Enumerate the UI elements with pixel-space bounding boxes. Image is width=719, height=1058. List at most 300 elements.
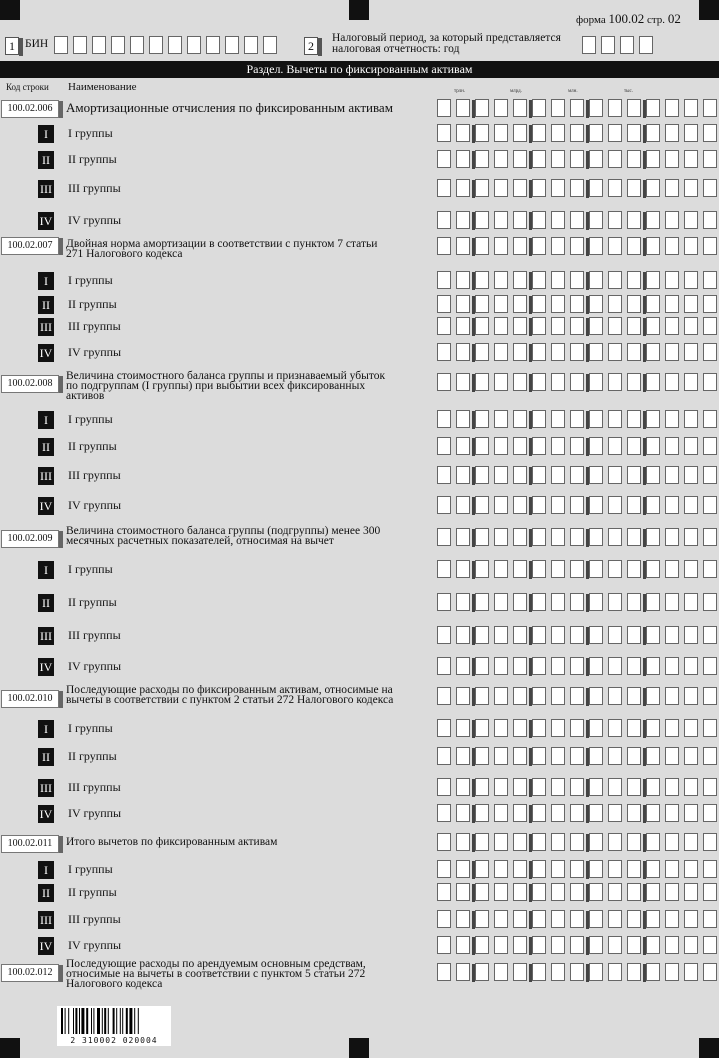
amount-digit-cell[interactable]	[684, 295, 698, 313]
amount-digit-cell[interactable]	[646, 593, 660, 611]
amount-digit-cell[interactable]	[684, 687, 698, 705]
amount-digit-cell[interactable]	[703, 719, 717, 737]
amount-digit-cell[interactable]	[627, 373, 641, 391]
amount-digit-cell[interactable]	[437, 883, 451, 901]
amount-digit-cell[interactable]	[703, 560, 717, 578]
amount-digit-cell[interactable]	[665, 179, 679, 197]
amount-digit-cell[interactable]	[608, 719, 622, 737]
amount-digit-cell[interactable]	[684, 237, 698, 255]
amount-digit-cell[interactable]	[532, 271, 546, 289]
amount-digit-cell[interactable]	[532, 237, 546, 255]
amount-digit-cell[interactable]	[703, 528, 717, 546]
amount-digit-cell[interactable]	[437, 179, 451, 197]
amount-digit-cell[interactable]	[513, 410, 527, 428]
amount-digit-cell[interactable]	[437, 778, 451, 796]
amount-digit-cell[interactable]	[513, 437, 527, 455]
amount-digit-cell[interactable]	[646, 747, 660, 765]
amount-digit-cell[interactable]	[703, 593, 717, 611]
amount-digit-cell[interactable]	[703, 963, 717, 981]
amount-digit-cell[interactable]	[665, 593, 679, 611]
amount-digit-cell[interactable]	[437, 657, 451, 675]
amount-digit-cell[interactable]	[589, 910, 603, 928]
amount-digit-cell[interactable]	[532, 437, 546, 455]
amount-digit-cell[interactable]	[551, 237, 565, 255]
amount-digit-cell[interactable]	[646, 437, 660, 455]
amount-digit-cell[interactable]	[456, 657, 470, 675]
amount-digit-cell[interactable]	[703, 804, 717, 822]
amount-digit-cell[interactable]	[646, 778, 660, 796]
amount-digit-cell[interactable]	[513, 910, 527, 928]
amount-digit-cell[interactable]	[475, 833, 489, 851]
amount-digit-cell[interactable]	[437, 271, 451, 289]
amount-digit-cell[interactable]	[627, 747, 641, 765]
amount-digit-cell[interactable]	[570, 657, 584, 675]
amount-digit-cell[interactable]	[703, 778, 717, 796]
amount-digit-cell[interactable]	[532, 528, 546, 546]
amount-digit-cell[interactable]	[646, 719, 660, 737]
amount-digit-cell[interactable]	[456, 626, 470, 644]
amount-digit-cell[interactable]	[570, 860, 584, 878]
amount-digit-cell[interactable]	[608, 237, 622, 255]
amount-digit-cell[interactable]	[684, 963, 698, 981]
amount-digit-cell[interactable]	[646, 410, 660, 428]
amount-digit-cell[interactable]	[646, 860, 660, 878]
amount-digit-cell[interactable]	[513, 747, 527, 765]
amount-digit-cell[interactable]	[551, 747, 565, 765]
amount-digit-cell[interactable]	[513, 271, 527, 289]
amount-digit-cell[interactable]	[608, 833, 622, 851]
amount-digit-cell[interactable]	[665, 295, 679, 313]
amount-digit-cell[interactable]	[494, 528, 508, 546]
amount-digit-cell[interactable]	[646, 936, 660, 954]
amount-digit-cell[interactable]	[532, 496, 546, 514]
amount-digit-cell[interactable]	[513, 179, 527, 197]
amount-digit-cell[interactable]	[475, 860, 489, 878]
year-digit-cell[interactable]	[620, 36, 634, 54]
amount-digit-cell[interactable]	[646, 496, 660, 514]
amount-digit-cell[interactable]	[494, 936, 508, 954]
amount-digit-cell[interactable]	[532, 747, 546, 765]
amount-digit-cell[interactable]	[475, 437, 489, 455]
amount-digit-cell[interactable]	[646, 99, 660, 117]
amount-digit-cell[interactable]	[456, 343, 470, 361]
amount-digit-cell[interactable]	[570, 295, 584, 313]
amount-digit-cell[interactable]	[627, 237, 641, 255]
amount-digit-cell[interactable]	[646, 833, 660, 851]
amount-digit-cell[interactable]	[551, 410, 565, 428]
amount-digit-cell[interactable]	[608, 437, 622, 455]
amount-digit-cell[interactable]	[456, 179, 470, 197]
amount-digit-cell[interactable]	[456, 237, 470, 255]
amount-digit-cell[interactable]	[589, 833, 603, 851]
amount-digit-cell[interactable]	[513, 496, 527, 514]
amount-digit-cell[interactable]	[456, 124, 470, 142]
amount-digit-cell[interactable]	[513, 124, 527, 142]
amount-digit-cell[interactable]	[494, 179, 508, 197]
amount-digit-cell[interactable]	[570, 833, 584, 851]
amount-digit-cell[interactable]	[646, 883, 660, 901]
amount-digit-cell[interactable]	[437, 150, 451, 168]
amount-digit-cell[interactable]	[627, 295, 641, 313]
amount-digit-cell[interactable]	[589, 687, 603, 705]
amount-digit-cell[interactable]	[437, 804, 451, 822]
bin-digit-cell[interactable]	[225, 36, 239, 54]
amount-digit-cell[interactable]	[684, 657, 698, 675]
amount-digit-cell[interactable]	[456, 437, 470, 455]
amount-digit-cell[interactable]	[475, 593, 489, 611]
amount-digit-cell[interactable]	[475, 124, 489, 142]
amount-digit-cell[interactable]	[551, 373, 565, 391]
amount-digit-cell[interactable]	[684, 883, 698, 901]
amount-digit-cell[interactable]	[684, 560, 698, 578]
amount-digit-cell[interactable]	[494, 910, 508, 928]
amount-digit-cell[interactable]	[627, 317, 641, 335]
amount-digit-cell[interactable]	[475, 410, 489, 428]
amount-digit-cell[interactable]	[551, 910, 565, 928]
amount-digit-cell[interactable]	[570, 437, 584, 455]
amount-digit-cell[interactable]	[589, 778, 603, 796]
amount-digit-cell[interactable]	[627, 528, 641, 546]
amount-digit-cell[interactable]	[665, 804, 679, 822]
amount-digit-cell[interactable]	[703, 124, 717, 142]
amount-digit-cell[interactable]	[532, 910, 546, 928]
amount-digit-cell[interactable]	[551, 626, 565, 644]
amount-digit-cell[interactable]	[665, 719, 679, 737]
amount-digit-cell[interactable]	[684, 804, 698, 822]
amount-digit-cell[interactable]	[456, 936, 470, 954]
amount-digit-cell[interactable]	[494, 410, 508, 428]
amount-digit-cell[interactable]	[646, 373, 660, 391]
amount-digit-cell[interactable]	[684, 719, 698, 737]
amount-digit-cell[interactable]	[684, 593, 698, 611]
amount-digit-cell[interactable]	[570, 687, 584, 705]
amount-digit-cell[interactable]	[513, 99, 527, 117]
amount-digit-cell[interactable]	[627, 910, 641, 928]
amount-digit-cell[interactable]	[570, 99, 584, 117]
amount-digit-cell[interactable]	[494, 626, 508, 644]
amount-digit-cell[interactable]	[551, 124, 565, 142]
amount-digit-cell[interactable]	[627, 804, 641, 822]
amount-digit-cell[interactable]	[437, 687, 451, 705]
bin-digit-cell[interactable]	[130, 36, 144, 54]
amount-digit-cell[interactable]	[570, 719, 584, 737]
amount-digit-cell[interactable]	[665, 910, 679, 928]
amount-digit-cell[interactable]	[627, 150, 641, 168]
amount-digit-cell[interactable]	[684, 373, 698, 391]
amount-digit-cell[interactable]	[684, 179, 698, 197]
amount-digit-cell[interactable]	[703, 237, 717, 255]
amount-digit-cell[interactable]	[475, 778, 489, 796]
amount-digit-cell[interactable]	[589, 179, 603, 197]
amount-digit-cell[interactable]	[532, 883, 546, 901]
amount-digit-cell[interactable]	[456, 593, 470, 611]
amount-digit-cell[interactable]	[475, 657, 489, 675]
amount-digit-cell[interactable]	[646, 124, 660, 142]
amount-digit-cell[interactable]	[456, 496, 470, 514]
amount-digit-cell[interactable]	[532, 963, 546, 981]
amount-digit-cell[interactable]	[684, 626, 698, 644]
amount-digit-cell[interactable]	[608, 910, 622, 928]
amount-digit-cell[interactable]	[646, 211, 660, 229]
amount-digit-cell[interactable]	[551, 317, 565, 335]
amount-digit-cell[interactable]	[665, 778, 679, 796]
amount-digit-cell[interactable]	[627, 593, 641, 611]
amount-digit-cell[interactable]	[494, 560, 508, 578]
amount-digit-cell[interactable]	[684, 317, 698, 335]
amount-digit-cell[interactable]	[608, 343, 622, 361]
amount-digit-cell[interactable]	[627, 657, 641, 675]
amount-digit-cell[interactable]	[589, 528, 603, 546]
amount-digit-cell[interactable]	[456, 687, 470, 705]
amount-digit-cell[interactable]	[494, 237, 508, 255]
amount-digit-cell[interactable]	[665, 626, 679, 644]
amount-digit-cell[interactable]	[437, 99, 451, 117]
amount-digit-cell[interactable]	[627, 99, 641, 117]
amount-digit-cell[interactable]	[684, 528, 698, 546]
amount-digit-cell[interactable]	[665, 317, 679, 335]
amount-digit-cell[interactable]	[437, 373, 451, 391]
amount-digit-cell[interactable]	[513, 804, 527, 822]
amount-digit-cell[interactable]	[570, 271, 584, 289]
amount-digit-cell[interactable]	[475, 179, 489, 197]
amount-digit-cell[interactable]	[684, 936, 698, 954]
amount-digit-cell[interactable]	[513, 883, 527, 901]
amount-digit-cell[interactable]	[532, 687, 546, 705]
amount-digit-cell[interactable]	[437, 833, 451, 851]
amount-digit-cell[interactable]	[532, 343, 546, 361]
bin-digit-cell[interactable]	[244, 36, 258, 54]
amount-digit-cell[interactable]	[589, 626, 603, 644]
amount-digit-cell[interactable]	[475, 719, 489, 737]
amount-digit-cell[interactable]	[475, 466, 489, 484]
amount-digit-cell[interactable]	[494, 883, 508, 901]
amount-digit-cell[interactable]	[437, 719, 451, 737]
amount-digit-cell[interactable]	[684, 860, 698, 878]
amount-digit-cell[interactable]	[589, 343, 603, 361]
amount-digit-cell[interactable]	[551, 657, 565, 675]
amount-digit-cell[interactable]	[646, 560, 660, 578]
amount-digit-cell[interactable]	[589, 373, 603, 391]
amount-digit-cell[interactable]	[589, 963, 603, 981]
amount-digit-cell[interactable]	[665, 410, 679, 428]
amount-digit-cell[interactable]	[532, 466, 546, 484]
amount-digit-cell[interactable]	[646, 466, 660, 484]
amount-digit-cell[interactable]	[475, 910, 489, 928]
amount-digit-cell[interactable]	[551, 936, 565, 954]
amount-digit-cell[interactable]	[475, 237, 489, 255]
amount-digit-cell[interactable]	[551, 687, 565, 705]
amount-digit-cell[interactable]	[532, 719, 546, 737]
amount-digit-cell[interactable]	[456, 99, 470, 117]
amount-digit-cell[interactable]	[608, 626, 622, 644]
amount-digit-cell[interactable]	[608, 593, 622, 611]
amount-digit-cell[interactable]	[665, 936, 679, 954]
amount-digit-cell[interactable]	[475, 560, 489, 578]
amount-digit-cell[interactable]	[627, 860, 641, 878]
amount-digit-cell[interactable]	[589, 593, 603, 611]
amount-digit-cell[interactable]	[608, 496, 622, 514]
amount-digit-cell[interactable]	[589, 410, 603, 428]
amount-digit-cell[interactable]	[513, 317, 527, 335]
amount-digit-cell[interactable]	[475, 747, 489, 765]
amount-digit-cell[interactable]	[532, 833, 546, 851]
amount-digit-cell[interactable]	[551, 804, 565, 822]
amount-digit-cell[interactable]	[589, 271, 603, 289]
amount-digit-cell[interactable]	[684, 410, 698, 428]
bin-digit-cell[interactable]	[149, 36, 163, 54]
amount-digit-cell[interactable]	[513, 343, 527, 361]
amount-digit-cell[interactable]	[665, 883, 679, 901]
amount-digit-cell[interactable]	[703, 410, 717, 428]
amount-digit-cell[interactable]	[551, 466, 565, 484]
amount-digit-cell[interactable]	[589, 237, 603, 255]
amount-digit-cell[interactable]	[703, 466, 717, 484]
year-digit-cell[interactable]	[639, 36, 653, 54]
amount-digit-cell[interactable]	[627, 560, 641, 578]
amount-digit-cell[interactable]	[513, 237, 527, 255]
bin-digit-cell[interactable]	[187, 36, 201, 54]
amount-digit-cell[interactable]	[513, 211, 527, 229]
amount-digit-cell[interactable]	[646, 626, 660, 644]
amount-digit-cell[interactable]	[437, 437, 451, 455]
amount-digit-cell[interactable]	[513, 528, 527, 546]
amount-digit-cell[interactable]	[494, 343, 508, 361]
amount-digit-cell[interactable]	[703, 373, 717, 391]
year-digit-cell[interactable]	[601, 36, 615, 54]
amount-digit-cell[interactable]	[456, 804, 470, 822]
amount-digit-cell[interactable]	[608, 747, 622, 765]
amount-digit-cell[interactable]	[551, 99, 565, 117]
amount-digit-cell[interactable]	[456, 410, 470, 428]
amount-digit-cell[interactable]	[570, 626, 584, 644]
amount-digit-cell[interactable]	[456, 778, 470, 796]
amount-digit-cell[interactable]	[589, 747, 603, 765]
amount-digit-cell[interactable]	[608, 271, 622, 289]
amount-digit-cell[interactable]	[684, 466, 698, 484]
amount-digit-cell[interactable]	[437, 466, 451, 484]
amount-digit-cell[interactable]	[532, 179, 546, 197]
amount-digit-cell[interactable]	[456, 211, 470, 229]
amount-digit-cell[interactable]	[703, 747, 717, 765]
amount-digit-cell[interactable]	[551, 883, 565, 901]
amount-digit-cell[interactable]	[532, 373, 546, 391]
amount-digit-cell[interactable]	[532, 150, 546, 168]
amount-digit-cell[interactable]	[665, 528, 679, 546]
amount-digit-cell[interactable]	[684, 150, 698, 168]
amount-digit-cell[interactable]	[665, 271, 679, 289]
amount-digit-cell[interactable]	[551, 593, 565, 611]
amount-digit-cell[interactable]	[703, 883, 717, 901]
amount-digit-cell[interactable]	[456, 150, 470, 168]
amount-digit-cell[interactable]	[475, 295, 489, 313]
amount-digit-cell[interactable]	[456, 560, 470, 578]
amount-digit-cell[interactable]	[437, 626, 451, 644]
amount-digit-cell[interactable]	[475, 271, 489, 289]
amount-digit-cell[interactable]	[456, 719, 470, 737]
amount-digit-cell[interactable]	[627, 179, 641, 197]
amount-digit-cell[interactable]	[665, 211, 679, 229]
amount-digit-cell[interactable]	[494, 778, 508, 796]
amount-digit-cell[interactable]	[532, 124, 546, 142]
amount-digit-cell[interactable]	[589, 804, 603, 822]
bin-digit-cell[interactable]	[54, 36, 68, 54]
amount-digit-cell[interactable]	[513, 963, 527, 981]
amount-digit-cell[interactable]	[475, 99, 489, 117]
amount-digit-cell[interactable]	[646, 150, 660, 168]
amount-digit-cell[interactable]	[551, 211, 565, 229]
amount-digit-cell[interactable]	[608, 657, 622, 675]
amount-digit-cell[interactable]	[456, 910, 470, 928]
amount-digit-cell[interactable]	[608, 936, 622, 954]
amount-digit-cell[interactable]	[608, 963, 622, 981]
amount-digit-cell[interactable]	[532, 657, 546, 675]
amount-digit-cell[interactable]	[494, 496, 508, 514]
amount-digit-cell[interactable]	[608, 124, 622, 142]
amount-digit-cell[interactable]	[646, 179, 660, 197]
amount-digit-cell[interactable]	[532, 295, 546, 313]
amount-digit-cell[interactable]	[551, 496, 565, 514]
amount-digit-cell[interactable]	[646, 343, 660, 361]
amount-digit-cell[interactable]	[551, 560, 565, 578]
amount-digit-cell[interactable]	[437, 343, 451, 361]
amount-digit-cell[interactable]	[551, 963, 565, 981]
amount-digit-cell[interactable]	[513, 936, 527, 954]
amount-digit-cell[interactable]	[608, 560, 622, 578]
amount-digit-cell[interactable]	[608, 410, 622, 428]
amount-digit-cell[interactable]	[475, 883, 489, 901]
amount-digit-cell[interactable]	[437, 936, 451, 954]
amount-digit-cell[interactable]	[627, 437, 641, 455]
amount-digit-cell[interactable]	[532, 99, 546, 117]
amount-digit-cell[interactable]	[570, 778, 584, 796]
amount-digit-cell[interactable]	[551, 295, 565, 313]
amount-digit-cell[interactable]	[551, 719, 565, 737]
amount-digit-cell[interactable]	[570, 466, 584, 484]
amount-digit-cell[interactable]	[665, 124, 679, 142]
amount-digit-cell[interactable]	[589, 124, 603, 142]
amount-digit-cell[interactable]	[665, 150, 679, 168]
amount-digit-cell[interactable]	[703, 211, 717, 229]
amount-digit-cell[interactable]	[589, 560, 603, 578]
amount-digit-cell[interactable]	[570, 747, 584, 765]
amount-digit-cell[interactable]	[437, 124, 451, 142]
amount-digit-cell[interactable]	[608, 317, 622, 335]
amount-digit-cell[interactable]	[684, 778, 698, 796]
amount-digit-cell[interactable]	[646, 237, 660, 255]
amount-digit-cell[interactable]	[570, 124, 584, 142]
amount-digit-cell[interactable]	[475, 936, 489, 954]
amount-digit-cell[interactable]	[608, 179, 622, 197]
amount-digit-cell[interactable]	[665, 466, 679, 484]
bin-digit-cell[interactable]	[206, 36, 220, 54]
amount-digit-cell[interactable]	[703, 910, 717, 928]
amount-digit-cell[interactable]	[570, 804, 584, 822]
amount-digit-cell[interactable]	[608, 687, 622, 705]
amount-digit-cell[interactable]	[703, 626, 717, 644]
bin-digit-cell[interactable]	[73, 36, 87, 54]
amount-digit-cell[interactable]	[456, 833, 470, 851]
amount-digit-cell[interactable]	[684, 437, 698, 455]
amount-digit-cell[interactable]	[456, 528, 470, 546]
bin-digit-cell[interactable]	[92, 36, 106, 54]
amount-digit-cell[interactable]	[437, 496, 451, 514]
amount-digit-cell[interactable]	[475, 343, 489, 361]
amount-digit-cell[interactable]	[608, 150, 622, 168]
amount-digit-cell[interactable]	[551, 271, 565, 289]
amount-digit-cell[interactable]	[437, 560, 451, 578]
amount-digit-cell[interactable]	[570, 410, 584, 428]
amount-digit-cell[interactable]	[570, 883, 584, 901]
